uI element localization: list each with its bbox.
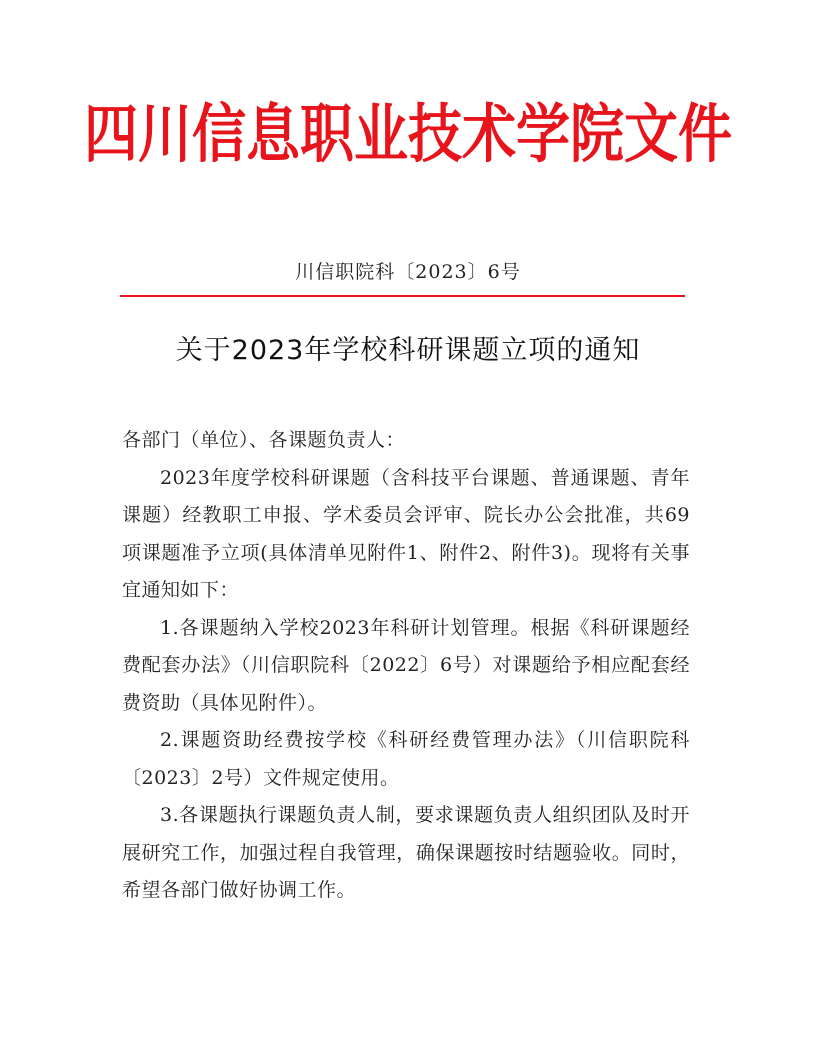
red-divider-line <box>120 295 685 297</box>
salutation: 各部门（单位）、各课题负责人： <box>122 429 406 451</box>
issuer-masthead: 四川信息职业技术学院文件 <box>84 96 732 172</box>
paragraph-item-2: 2.课题资助经费按学校《科研经费管理办法》（川信职院科〔2023〕2号）文件规定使用。 <box>122 729 690 789</box>
paragraph-item-1: 1.各课题纳入学校2023年科研计划管理。根据《科研课题经费配套办法》（川信职院科〔2022〕6号）对课题给予相应配套经费资助（具体见附件）。 <box>122 616 690 714</box>
document-number: 川信职院科〔2023〕6号 <box>295 261 521 283</box>
paragraph-item-3: 3.各课题执行课题负责人制，要求课题负责人组织团队及时开展研究工作，加强过程自我管理，确保课题按时结题验收。同时，希望各部门做好协调工作。 <box>122 804 690 901</box>
document-title: 关于2023年学校科研课题立项的通知 <box>175 335 641 366</box>
document-body <box>122 422 690 910</box>
paragraph-intro: 2023年度学校科研课题（含科技平台课题、普通课题、青年课题）经教职工申报、学术委员会评审、院长办公会批准，共69项课题准予立项(具体清单见附件1、附件2、附件3)。现将有关事宜通知如下： <box>122 466 690 601</box>
